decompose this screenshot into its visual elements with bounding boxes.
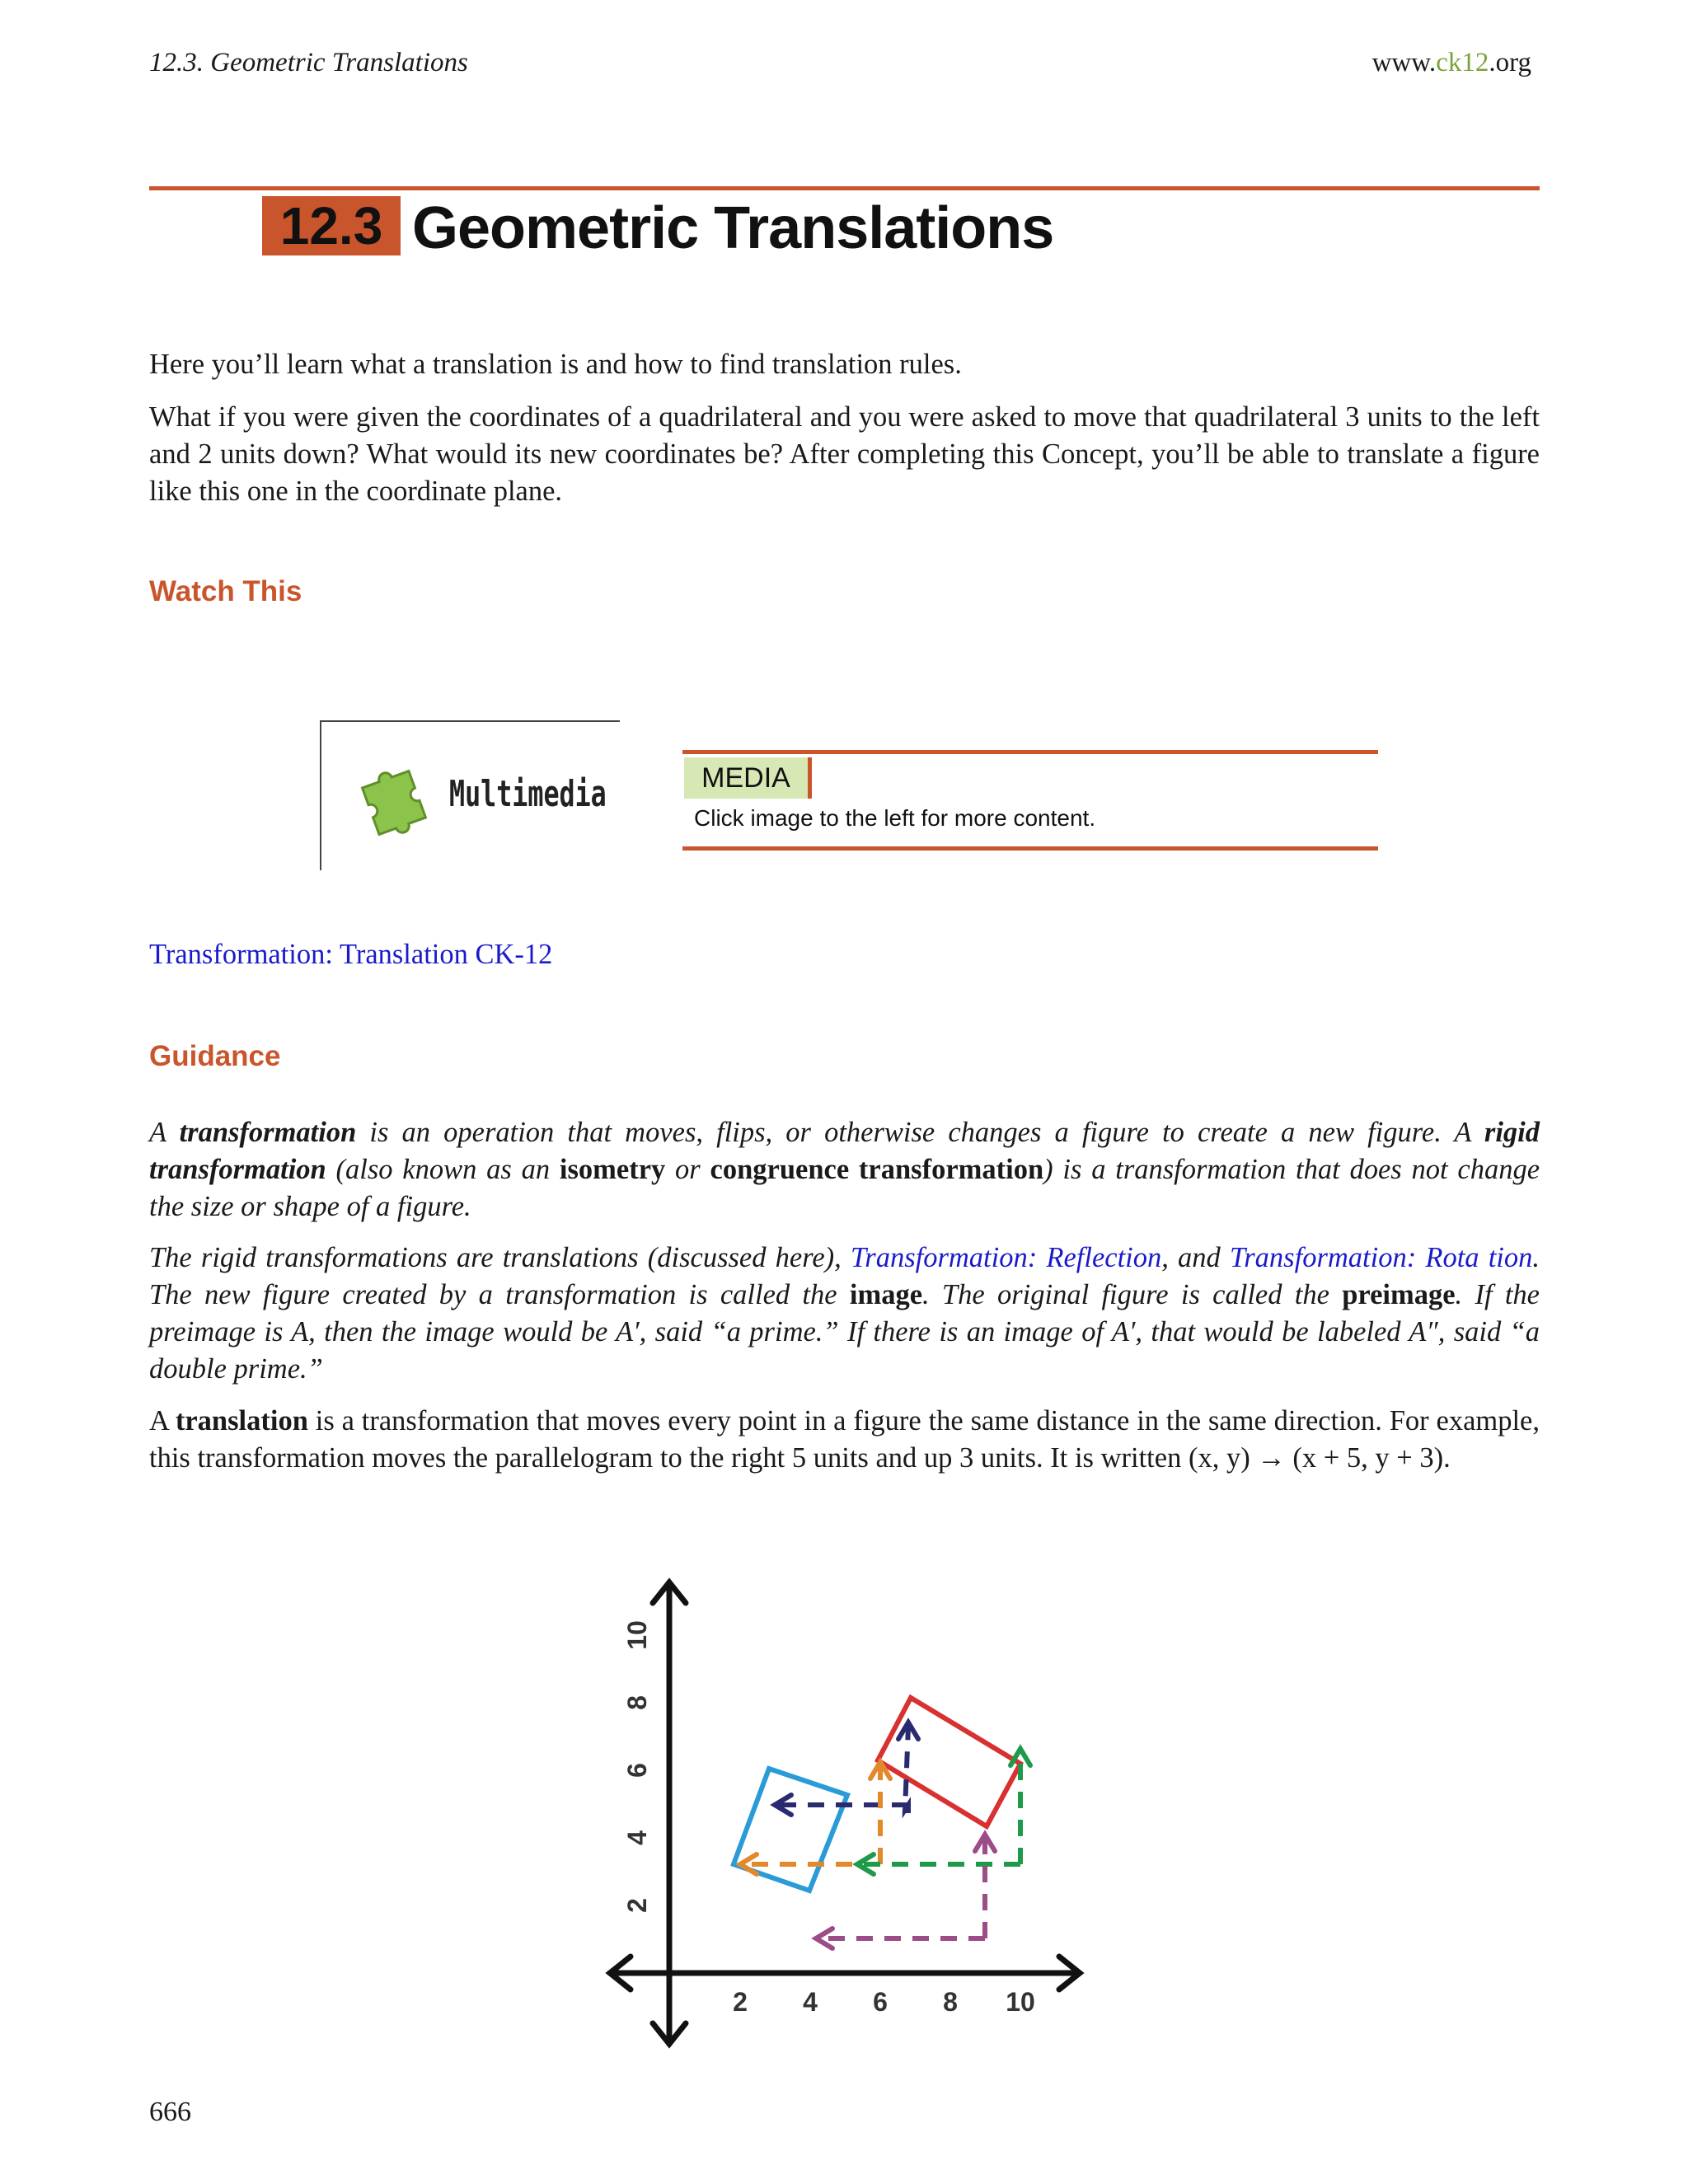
watch-this-heading: Watch This xyxy=(149,575,302,607)
site-suffix: .org xyxy=(1489,48,1531,77)
x-tick-label: 8 xyxy=(943,1987,958,2017)
video-link[interactable]: Transformation: Translation CK-12 xyxy=(149,939,553,970)
media-box xyxy=(682,750,1378,851)
term-translation: translation xyxy=(175,1405,308,1436)
multimedia-thumbnail[interactable] xyxy=(320,720,620,870)
y-tick-label: 2 xyxy=(622,1898,652,1913)
guidance-paragraph-2 xyxy=(149,1240,1540,1388)
media-caption: Click image to the left for more content. xyxy=(694,805,1096,831)
g2-text-e: . The original figure is called the xyxy=(922,1279,1343,1310)
term-rigid-transformation: rigid transformation xyxy=(149,1117,1540,1185)
g2-text-g: . If the preimage is A, then the image would be A′, said “a prime.” If there is an image of A′, that would be labeled A″, said “a double prime.” xyxy=(149,1279,1540,1385)
translation-figure xyxy=(593,1566,1104,2060)
axes xyxy=(610,1582,1080,2044)
g1-text-g: or xyxy=(665,1154,710,1185)
x-tick-label: 6 xyxy=(873,1987,888,2017)
site-12: 12 xyxy=(1461,48,1489,77)
g3-text-c: is a transformation that moves every point in a figure the same distance in the same direction. For example, this transformation moves the parallelogram to the right 5 units and up 3 units. It is written (x, y) → (x + 5, y + 3). xyxy=(149,1405,1540,1474)
x-tick-label: 4 xyxy=(803,1987,818,2017)
y-tick-label: 6 xyxy=(622,1763,652,1778)
x-tick-label: 2 xyxy=(733,1987,748,2017)
term-transformation: transformation xyxy=(179,1117,357,1148)
page-number: 666 xyxy=(149,2097,191,2127)
chapter-rule xyxy=(149,186,1540,190)
intro-paragraph-2: What if you were given the coordinates of a quadrilateral and you were asked to move that quadrilateral 3 units to the left and 2 units down? What would its new coordinates be? After completing this Concept, you’ll be able to translate a figure like this one in the coordinate plane. xyxy=(149,401,1540,507)
arrow-dark-blue-up xyxy=(905,1727,908,1813)
g1-text-c: is an operation that moves, flips, or otherwise changes a figure to create a new figure. A xyxy=(356,1117,1484,1148)
term-isometry: isometry xyxy=(559,1154,666,1185)
reflection-link[interactable]: Transformation: Reflection xyxy=(850,1242,1162,1273)
media-label: MEDIA xyxy=(684,757,812,799)
g2-text-a: The rigid transformations are translations (discussed here), xyxy=(149,1242,851,1273)
g1-text-e: (also known as an xyxy=(326,1154,560,1185)
guidance-paragraph-3 xyxy=(149,1403,1540,1477)
site-prefix: www. xyxy=(1372,48,1437,77)
g1-text-i: ) is a transformation that does not change the size or shape of a figure. xyxy=(149,1154,1540,1222)
chapter-number: 12.3 xyxy=(262,196,401,255)
y-tick-label: 4 xyxy=(622,1830,652,1845)
y-tick-label: 8 xyxy=(622,1695,652,1710)
chapter-title: Geometric Translations xyxy=(412,195,1054,261)
site-ck: ck xyxy=(1436,48,1462,77)
running-title: 12.3. Geometric Translations xyxy=(149,48,468,77)
term-image: image xyxy=(849,1279,923,1310)
g3-text-a: A xyxy=(149,1405,176,1436)
intro-paragraph-1: Here you’ll learn what a translation is and how to find translation rules. xyxy=(149,349,962,380)
multimedia-label: Multimedia xyxy=(449,773,607,815)
site-url[interactable] xyxy=(1372,48,1531,78)
y-tick-label: 10 xyxy=(622,1620,652,1650)
term-congruence-transformation: congruence transformation xyxy=(710,1154,1044,1185)
term-preimage: preimage xyxy=(1342,1279,1456,1310)
guidance-heading: Guidance xyxy=(149,1040,281,1072)
x-tick-label: 10 xyxy=(1006,1987,1035,2017)
g2-text-c: . The new figure created by a transformation is called the xyxy=(149,1242,1540,1310)
g2-text-b: , and xyxy=(1161,1242,1230,1273)
rotation-link[interactable]: Transformation: Rota tion xyxy=(1229,1242,1533,1273)
g1-text-a: A xyxy=(149,1117,180,1148)
guidance-paragraph-1 xyxy=(149,1114,1540,1226)
